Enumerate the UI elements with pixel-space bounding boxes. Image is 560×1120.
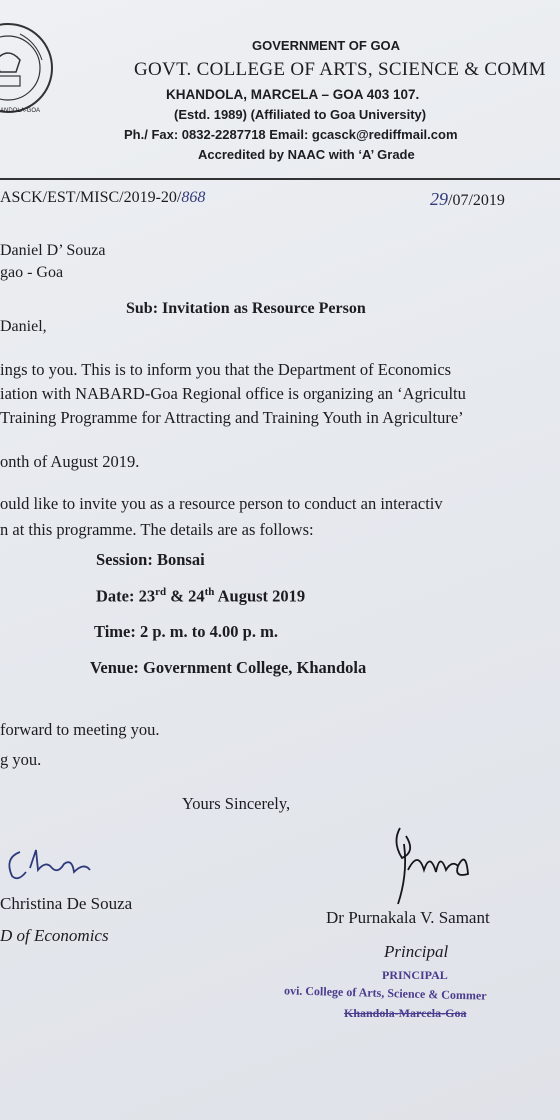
reference-handwritten: 868	[181, 189, 206, 206]
date-sup: th	[204, 586, 215, 598]
date-text: /07/2019	[448, 192, 505, 209]
venue-detail: Venue: Government College, Khandola	[90, 658, 367, 677]
estd-line: (Estd. 1989) (Affiliated to Goa University)	[174, 107, 427, 122]
time-detail: Time: 2 p. m. to 4.00 p. m.	[94, 622, 278, 641]
date-part: August 2019	[214, 586, 306, 606]
yours-sincerely: Yours Sincerely,	[182, 794, 291, 813]
subject-line: Sub: Invitation as Resource Person	[126, 300, 366, 317]
addressee-place: gao - Goa	[0, 264, 64, 281]
closing-thanks: g you.	[0, 750, 42, 769]
salutation: Daniel,	[0, 318, 47, 335]
reference-text: ASCK/EST/MISC/2019-20/	[0, 189, 182, 206]
session-detail: Session: Bonsai	[96, 550, 205, 569]
date-sup: rd	[155, 586, 167, 598]
stamp-college: ovi. College of Arts, Science & Commer	[283, 983, 487, 1003]
college-seal	[0, 20, 56, 116]
college-name: GOVT. COLLEGE OF ARTS, SCIENCE & COMM	[134, 59, 546, 80]
body-line: onth of August 2019.	[0, 452, 140, 471]
date-handwritten: 29	[430, 189, 448, 209]
naac-line: Accredited by NAAC with ‘A’ Grade	[198, 147, 415, 162]
header-rule	[0, 178, 560, 180]
right-signatory-title: Principal	[384, 942, 449, 961]
reference-number	[0, 189, 205, 207]
date-part: Date: 23	[96, 586, 156, 606]
date-part: & 24	[166, 586, 205, 606]
contact-line: Ph./ Fax: 0832-2287718 Email: gcasck@rediffmail.com	[124, 127, 458, 142]
body-line: ings to you. This is to inform you that the Department of Economics	[0, 360, 452, 379]
stamp-location: Khandola-Marcela-Goa	[344, 1006, 467, 1020]
body-line: iation with NABARD-Goa Regional office is organizing an ‘Agricultu	[0, 384, 466, 403]
body-line: n at this programme. The details are as follows:	[0, 520, 314, 539]
college-address: KHANDOLA, MARCELA – GOA 403 107.	[166, 87, 420, 102]
left-signatory-name: Christina De Souza	[0, 894, 133, 913]
principal-stamp: PRINCIPAL	[382, 968, 448, 982]
seal-text: ANDOLA-GOA	[0, 108, 41, 114]
left-signature-icon	[0, 840, 120, 894]
addressee-name: Daniel D’ Souza	[0, 242, 106, 259]
govt-line: GOVERNMENT OF GOA	[252, 38, 401, 53]
date-detail	[96, 586, 305, 607]
right-signatory-name: Dr Purnakala V. Samant	[326, 908, 490, 927]
closing-line: forward to meeting you.	[0, 720, 160, 739]
letter-date	[430, 189, 505, 210]
body-line: Training Programme for Attracting and Training Youth in Agriculture’	[0, 408, 464, 427]
right-signature-icon	[386, 824, 496, 910]
body-line: ould like to invite you as a resource person to conduct an interactiv	[0, 494, 443, 513]
left-signatory-title: D of Economics	[0, 926, 109, 945]
